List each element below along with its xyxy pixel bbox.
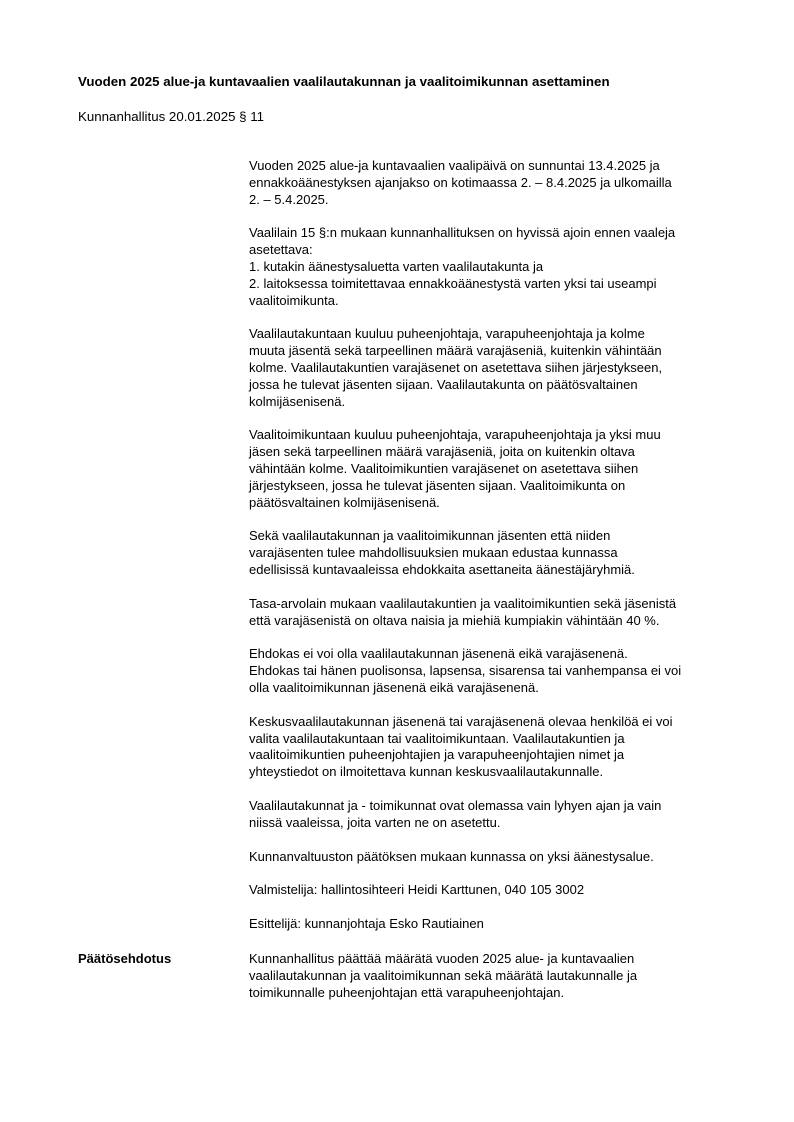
text-line: niissä vaaleissa, joita varten ne on asetettu. — [249, 814, 501, 830]
text-line: 1. kutakin äänestysaluetta varten vaalilautakunta ja — [249, 258, 544, 274]
paragraph-temporary-bodies — [249, 798, 749, 832]
paragraph-preparer — [249, 882, 749, 899]
paragraph-election-dates — [249, 158, 749, 208]
paragraph-voting-area — [249, 849, 749, 866]
document-body — [249, 158, 749, 950]
text-line: kolmijäsenisenä. — [249, 393, 346, 409]
paragraph-representation — [249, 528, 749, 578]
text-line: Kunnanvaltuuston päätöksen mukaan kunnassa on yksi äänestysalue. — [249, 848, 654, 864]
paragraph-equality-act — [249, 596, 749, 630]
text-line: toimikunnalle puheenjohtajan että varapuheenjohtajan. — [249, 984, 565, 1000]
paragraph-candidate-eligibility — [249, 646, 749, 696]
text-line: varajäsenten tulee mahdollisuuksien mukaan edustaa kunnassa — [249, 545, 618, 561]
proposal-text — [249, 951, 749, 1001]
text-line: Kunnanhallitus päättää määrätä vuoden 2025 alue- ja kuntavaalien — [249, 951, 635, 966]
text-line: järjestykseen, jossa he tulevat jäsenten sijaan. Vaalitoimikunta on — [249, 477, 626, 493]
text-line: Valmistelija: hallintosihteeri Heidi Karttunen, 040 105 3002 — [249, 882, 585, 898]
text-line: Ehdokas ei voi olla vaalilautakunnan jäsenenä eikä varajäsenenä. — [249, 646, 628, 662]
text-line: Vuoden 2025 alue-ja kuntavaalien vaalipäivä on sunnuntai 13.4.2025 ja — [249, 158, 660, 173]
text-line: asetettava: — [249, 242, 313, 258]
text-line: Vaalitoimikuntaan kuuluu puheenjohtaja, varapuheenjohtaja ja yksi muu — [249, 427, 661, 443]
text-line: Vaalilautakuntaan kuuluu puheenjohtaja, varapuheenjohtaja ja kolme — [249, 326, 645, 342]
meeting-reference: Kunnanhallitus 20.01.2025 § 11 — [78, 109, 265, 124]
text-line: vaalilautakunnan ja vaalitoimikunnan sekä määrätä lautakunnalle ja — [249, 967, 638, 983]
text-line: että varajäsenistä on oltava naisia ja miehiä kumpiakin vähintään 40 %. — [249, 612, 660, 628]
text-line: Esittelijä: kunnanjohtaja Esko Rautiainen — [249, 916, 484, 932]
text-line: vaalitoimikuntien puheenjohtajien ja varapuheenjohtajien nimet ja — [249, 747, 625, 763]
text-line: jossa he tulevat jäsenten sijaan. Vaalilautakunta on päätösvaltainen — [249, 376, 638, 392]
text-line: vähintään kolme. Vaalitoimikuntien varajäsenet on asetettava siihen — [249, 460, 639, 476]
text-line: ennakkoäänestyksen ajanjakso on kotimaassa 2. – 8.4.2025 ja ulkomailla — [249, 174, 672, 190]
paragraph-presenter — [249, 916, 749, 933]
text-line: Vaalilautakunnat ja - toimikunnat ovat olemassa vain lyhyen ajan ja vain — [249, 797, 662, 813]
text-line: olla vaalitoimikunnan jäsenenä eikä varajäsenenä. — [249, 679, 539, 695]
paragraph-election-law — [249, 225, 749, 309]
text-line: edellisissä kuntavaaleissa ehdokkaita asettaneita äänestäjäryhmiä. — [249, 561, 635, 577]
document-title: Vuoden 2025 alue-ja kuntavaalien vaalilautakunnan ja vaalitoimikunnan asettaminen — [78, 74, 610, 89]
text-line: Keskusvaalilautakunnan jäsenenä tai varajäsenenä olevaa henkilöä ei voi — [249, 713, 673, 729]
paragraph-central-board — [249, 714, 749, 781]
text-line: vaalitoimikunta. — [249, 292, 339, 308]
text-line: yhteystiedot on ilmoitettava kunnan keskusvaalilautakunnalle. — [249, 764, 604, 780]
text-line: muuta jäsentä sekä tarpeellinen määrä varajäseniä, kuitenkin vähintään — [249, 343, 662, 359]
proposal-label: Päätösehdotus — [78, 951, 172, 966]
text-line: jäsen sekä tarpeellinen määrä varajäseniä, joita on kuitenkin oltava — [249, 444, 635, 460]
text-line: Tasa-arvolain mukaan vaalilautakuntien ja vaalitoimikuntien sekä jäsenistä — [249, 595, 677, 611]
text-line: Sekä vaalilautakunnan ja vaalitoimikunnan jäsenten että niiden — [249, 528, 611, 544]
text-line: valita vaalilautakuntaan tai vaalitoimikuntaan. Vaalilautakuntien ja — [249, 730, 625, 746]
text-line: päätösvaltainen kolmijäsenisenä. — [249, 494, 440, 510]
paragraph-election-committee — [249, 427, 749, 511]
text-line: Ehdokas tai hänen puolisonsa, lapsensa, sisarensa tai vanhempansa ei voi — [249, 663, 682, 679]
text-line: 2. laitoksessa toimitettavaa ennakkoäänestystä varten yksi tai useampi — [249, 275, 657, 291]
paragraph-election-board — [249, 326, 749, 410]
text-line: kolme. Vaalilautakuntien varajäsenet on asetettava siihen järjestykseen, — [249, 359, 663, 375]
text-line: Vaalilain 15 §:n mukaan kunnanhallituksen on hyvissä ajoin ennen vaaleja — [249, 225, 676, 241]
text-line: 2. – 5.4.2025. — [249, 191, 329, 207]
